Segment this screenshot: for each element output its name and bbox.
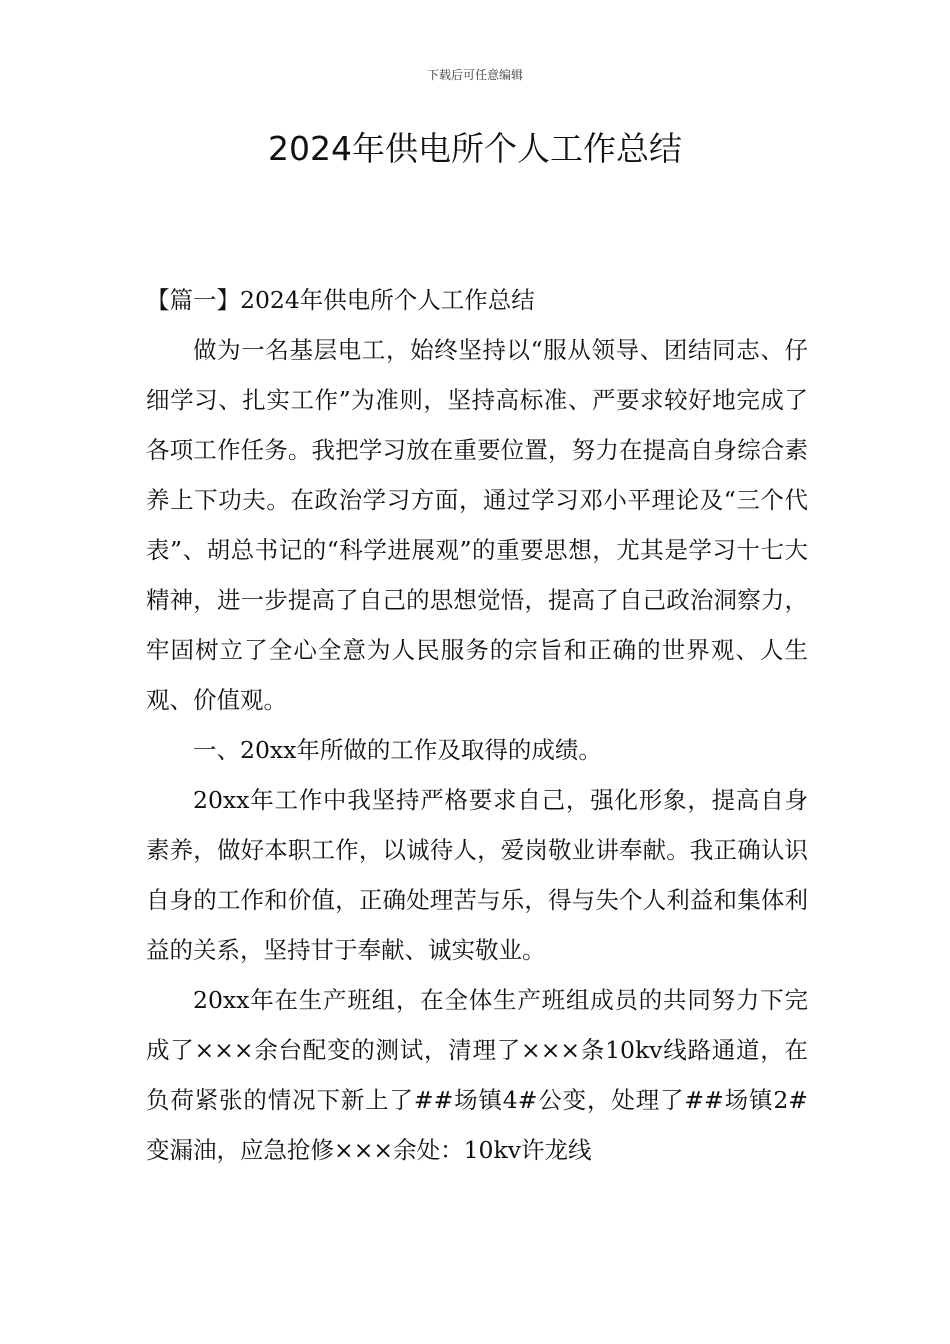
paragraph: 20xx年工作中我坚持严格要求自己，强化形象，提高自身素养，做好本职工作，以诚待人，爱岗敬业讲奉献。我正确认识自身的工作和价值，正确处理苦与乐，得与失个人利益和集体利益的关系，坚持甘于奉献、诚实敬业。 xyxy=(146,786,808,964)
paragraph: 做为一名基层电工，始终坚持以“服从领导、团结同志、仔细学习、扎实工作”为准则，坚持高标准、严要求较好地完成了各项工作任务。我把学习放在重要位置，努力在提高自身综合素养上下功夫。在政治学习方面，通过学习邓小平理论及“三个代表”、胡总书记的“科学进展观”的重要思想，尤其是学习十七大精神，进一步提高了自己的思想觉悟，提高了自己政治洞察力，牢固树立了全心全意为人民服务的宗旨和正确的世界观、人生观、价值观。 xyxy=(146,336,808,714)
paragraph: 一、20xx年所做的工作及取得的成绩。 xyxy=(193,736,602,764)
document-title: 2024年供电所个人工作总结 xyxy=(268,129,682,168)
section-heading: 【篇一】2024年供电所个人工作总结 xyxy=(146,286,535,314)
paragraph: 20xx年在生产班组，在全体生产班组成员的共同努力下完成了×××余台配变的测试，清理了×××条10kv线路通道，在负荷紧张的情况下新上了##场镇4#公变，处理了##场镇2#变漏油，应急抢修×××余处：10kv许龙线 xyxy=(146,986,808,1164)
header-note: 下载后可任意编辑 xyxy=(426,68,523,82)
document-body xyxy=(146,275,808,1175)
